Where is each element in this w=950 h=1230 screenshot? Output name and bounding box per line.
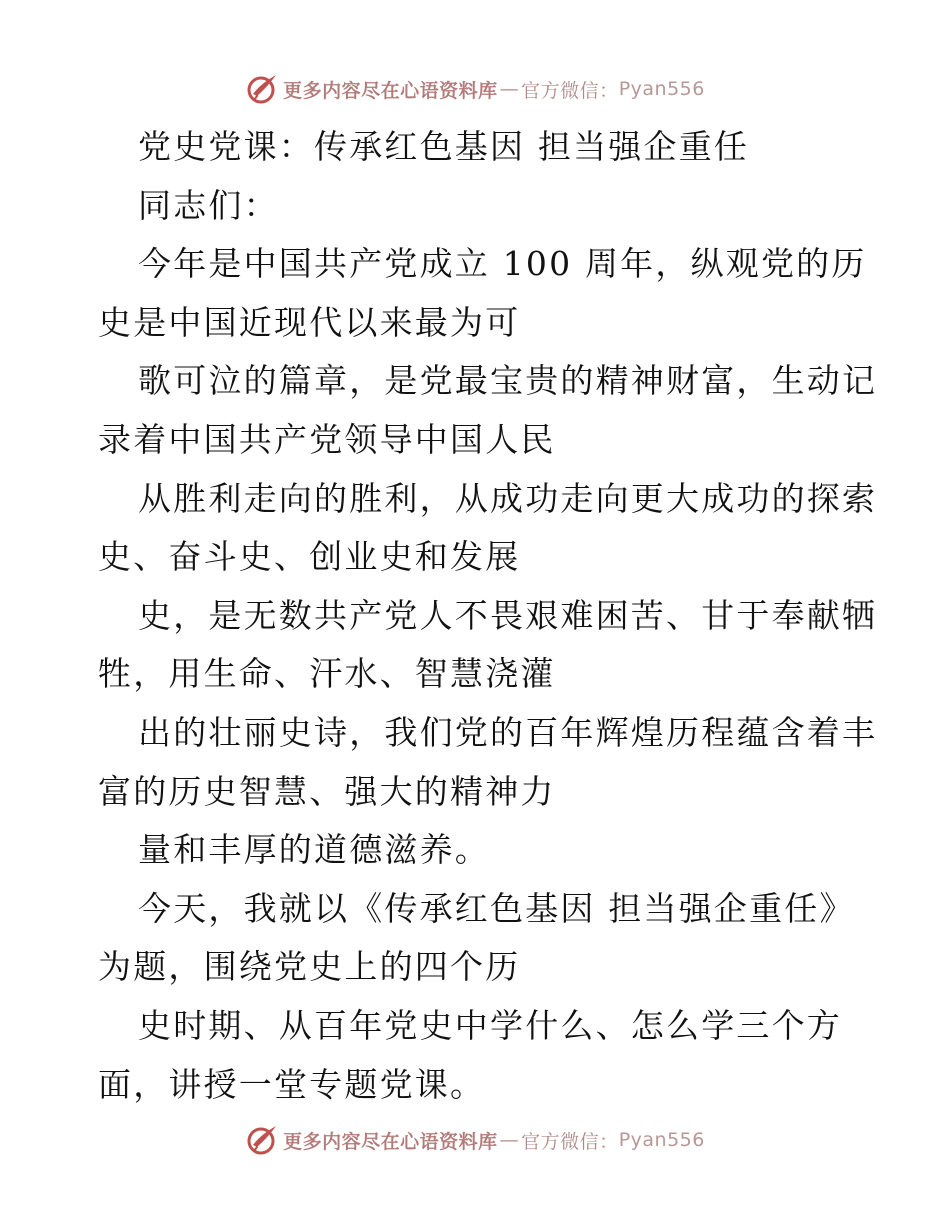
- paragraph-line: 牲，用生命、汗水、智慧浇灌: [98, 654, 556, 694]
- feather-pen-circle-icon: [245, 1123, 279, 1157]
- watermark-account: Pyan556: [618, 78, 705, 100]
- watermark-footer: [0, 1123, 950, 1157]
- paragraph-line: 量和丰厚的道德滋养。: [138, 830, 490, 870]
- watermark-label: 官方微信：: [521, 1130, 619, 1153]
- paragraph-line: 面，讲授一堂专题党课。: [98, 1064, 486, 1104]
- watermark-separator: —: [499, 78, 520, 100]
- salutation: 同志们：: [138, 185, 279, 225]
- watermark-text: 更多内容尽在心语资料库: [283, 79, 498, 102]
- paragraph-line: 史时期、从百年党史中学什么、怎么学三个方: [138, 1005, 842, 1045]
- paragraph-line: 今年是中国共产党成立 100 周年，纵观党的历: [138, 244, 867, 284]
- paragraph-line: 歌可泣的篇章，是党最宝贵的精神财富，生动记: [138, 361, 878, 401]
- watermark-separator: —: [499, 1129, 520, 1151]
- watermark-header: [0, 72, 950, 106]
- paragraph-line: 出的壮丽史诗，我们党的百年辉煌历程蕴含着丰: [138, 712, 878, 752]
- paragraph-line: 今天，我就以《传承红色基因 担当强企重任》: [138, 888, 855, 928]
- paragraph-line: 从胜利走向的胜利，从成功走向更大成功的探索: [138, 478, 878, 518]
- document-body: [98, 118, 878, 1114]
- paragraph-line: 史、奋斗史、创业史和发展: [98, 537, 521, 577]
- watermark-text: 更多内容尽在心语资料库: [283, 1130, 498, 1153]
- paragraph-line: 录着中国共产党领导中国人民: [98, 419, 556, 459]
- paragraph-line: 为题，围绕党史上的四个历: [98, 947, 521, 987]
- watermark-account: Pyan556: [618, 1129, 705, 1151]
- paragraph-line: 史是中国近现代以来最为可: [98, 302, 521, 342]
- paragraph-line: 富的历史智慧、强大的精神力: [98, 771, 556, 811]
- feather-pen-circle-icon: [245, 72, 279, 106]
- document-title: 党史党课：传承红色基因 担当强企重任: [138, 127, 750, 166]
- paragraph-line: 史，是无数共产党人不畏艰难困苦、甘于奉献牺: [138, 595, 878, 635]
- watermark-label: 官方微信：: [521, 79, 619, 102]
